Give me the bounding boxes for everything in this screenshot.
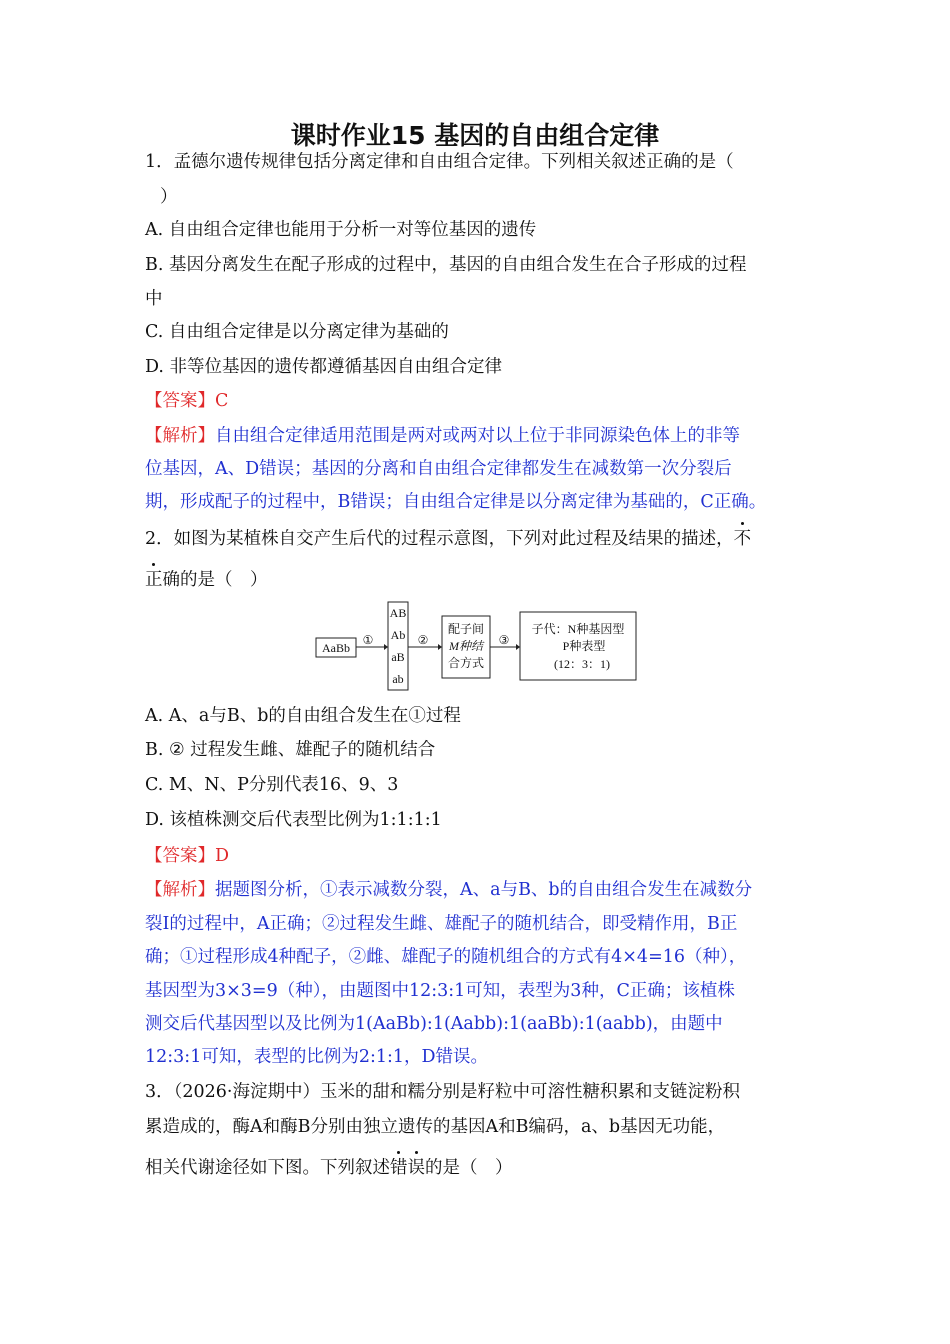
q1-answer — [145, 390, 228, 412]
q2-analysis-4: 基因型为3×3=9（种），由题图中12:3:1可知，表型为3种，C正确；该植株 — [145, 981, 735, 1001]
q3-stem-3: 相关代谢途径如下图。下列叙述错误的是（ ） — [145, 1158, 513, 1178]
q2-analysis-3: 确；①过程形成4种配子，②雌、雄配子的随机组合的方式有4×4=16（种）， — [145, 947, 747, 967]
page-title: 课时作业15 基因的自由组合定律 — [290, 121, 660, 150]
q1-stem: 1．孟德尔遗传规律包括分离定律和自由组合定律。下列相关叙述正确的是（ — [145, 152, 734, 172]
q2-option-a: A. A、a与B、b的自由组合发生在①过程 — [145, 706, 461, 726]
analysis-tag: 【解析】 — [145, 426, 215, 446]
q1-option-d: D. 非等位基因的遗传都遵循基因自由组合定律 — [145, 357, 503, 377]
gamete: ab — [392, 672, 404, 686]
q1-option-b-cont: 中 — [145, 289, 163, 309]
gamete: Ab — [390, 628, 406, 642]
q2-option-b: B. ② 过程发生雌、雄配子的随机结合 — [145, 740, 436, 760]
q1-option-b: B. 基因分离发生在配子形成的过程中，基因的自由组合发生在合子形成的过程 — [145, 255, 747, 275]
q2-stem-cont: 正确的是（ ） — [145, 570, 268, 590]
answer-value: C — [215, 391, 229, 411]
svg-text:M种结: M种结 — [449, 639, 483, 653]
q2-analysis-2: 裂Ⅰ的过程中，A正确；②过程发生雌、雄配子的随机结合，即受精作用，B正 — [145, 914, 738, 934]
q1-option-c: C. 自由组合定律是以分离定律为基础的 — [145, 322, 449, 342]
q2-analysis-6: 12:3:1可知，表型的比例为2:1:1，D错误。 — [145, 1047, 489, 1067]
gamete: AB — [389, 606, 407, 620]
step-2-label: ② — [417, 633, 429, 647]
emphasis-char: 错 — [390, 1158, 408, 1178]
q3-stem-1: 3．（2026·海淀期中）玉米的甜和糯分别是籽粒中可溶性糖积累和支链淀粉积 — [145, 1082, 740, 1102]
step-1-label: ① — [362, 633, 374, 647]
answer-tag: 【答案】 — [145, 391, 215, 411]
step-3-label: ③ — [498, 633, 510, 647]
gamete: aB — [391, 650, 405, 664]
q1-analysis-3: 期，形成配子的过程中，B错误；自由组合定律是以分离定律为基础的，C正确。 — [145, 492, 767, 512]
analysis-tag: 【解析】 — [145, 880, 215, 900]
q2-analysis-5: 测交后代基因型以及比例为1(AaBb):1(Aabb):1(aaBb):1(aabb)，由题中 — [145, 1014, 723, 1034]
answer-tag: 【答案】 — [145, 846, 215, 866]
q2-analysis-1: 【解析】据题图分析，①表示减数分裂，A、a与B、b的自由组合发生在减数分 — [145, 880, 753, 900]
answer-value: D — [215, 846, 230, 866]
svg-text:(12：3：1): (12：3：1) — [554, 657, 610, 671]
q1-analysis-2: 位基因，A、D错误；基因的分离和自由组合定律都发生在减数第一次分裂后 — [145, 459, 732, 479]
q1-analysis-1: 【解析】自由组合定律适用范围是两对或两对以上位于非同源染色体上的非等 — [145, 426, 740, 446]
arrow-1-head — [384, 644, 388, 650]
arrow-2-head — [438, 644, 442, 650]
emphasis-char: 不 — [733, 529, 752, 549]
arrow-3-head — [516, 644, 520, 650]
emphasis-char: 误 — [407, 1158, 425, 1178]
svg-text:配子间: 配子间 — [447, 622, 485, 636]
q3-stem-2: 累造成的，酶A和酶B分别由独立遗传的基因A和B编码，a、b基因无功能， — [145, 1117, 726, 1137]
q2-stem: 2．如图为某植株自交产生后代的过程示意图，下列对此过程及结果的描述，不 — [145, 529, 752, 549]
svg-text:子代：N种基因型: 子代：N种基因型 — [531, 622, 625, 636]
parent-genotype: AaBb — [322, 641, 350, 655]
q2-option-d: D. 该植株测交后代表型比例为1:1:1:1 — [145, 810, 442, 830]
q2-answer — [145, 845, 229, 867]
q1-option-a: A. 自由组合定律也能用于分析一对等位基因的遗传 — [145, 220, 537, 240]
q2-option-c: C. M、N、P分别代表16、9、3 — [145, 775, 399, 795]
process-diagram — [310, 600, 640, 692]
svg-text:P种表型: P种表型 — [562, 639, 606, 653]
svg-text:合方式: 合方式 — [447, 656, 485, 670]
emphasis-char: 正 — [145, 570, 163, 590]
q1-stem-end: ） — [160, 187, 178, 207]
